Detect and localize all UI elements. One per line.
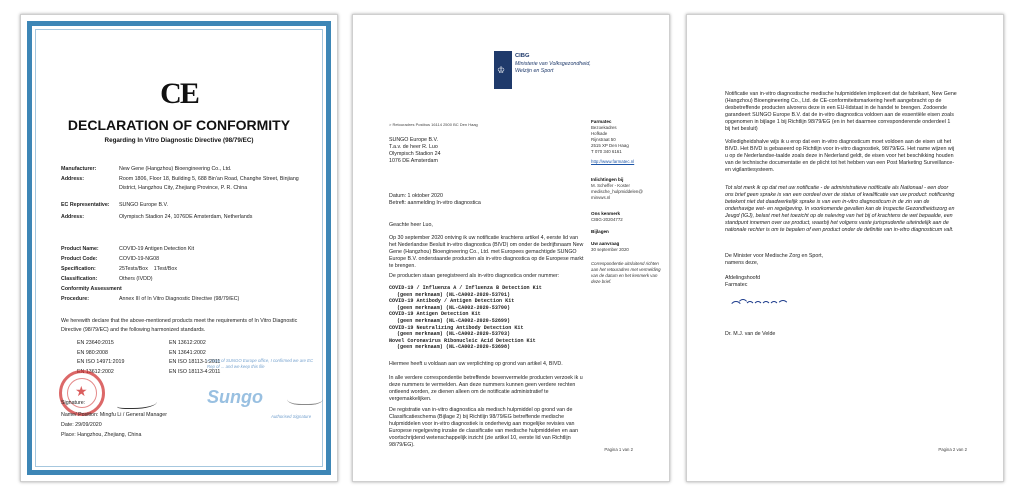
letter-paragraph: Volledigheidshalve wijs ik u erop dat een in-vitro diagnosticum moet voldoen aan de eisen uit het BIVD. Het BIVD is gebaseerd op Richtlijn voor in-vitro diagnostiek, 98/79/EG. Het name wijzen wij u op de Nederlandse-taalde zoals deze in Nederland geldt, de eisen voor het beschikking houden van de technische documentatie en de plicht tot het hebben van een Post Marketing Surveillance- en vigilantiesysteem. [725, 139, 955, 173]
address-label: Address: [61, 176, 84, 182]
product-name: COVID-19 / Influenza A / Influenza B Detection Kit [389, 285, 542, 291]
letter-paragraph: De producten staan geregistreerd als in-vitro diagnostica onder nummer: [389, 273, 560, 279]
ec-address-value: Olympisch Stadion 24, 1076DE Amsterdam, Netherlands [119, 214, 253, 220]
closing-line: De Minister voor Medische Zorg en Sport, [725, 253, 824, 259]
date-row [61, 421, 102, 429]
name-position-value: Mingfu Li / General Manager [99, 412, 168, 418]
signer-name: Dr. M.J. van de Velde [725, 331, 776, 337]
sidebar-bijlagen [591, 229, 661, 235]
classification-value: Others (IVDD) [119, 276, 153, 282]
name-position-row [61, 411, 167, 419]
conformity-row [61, 285, 313, 294]
standard-item: EN 13612:2002 [77, 368, 114, 375]
seal-star-icon: ★ [75, 383, 88, 399]
company-seal [59, 370, 105, 416]
sidebar-line: medische_hulpmiddelen@ [591, 189, 643, 194]
sidebar-line: M. Scheffer - Koster [591, 183, 630, 188]
government-logo [494, 51, 512, 89]
standard-item: EN 23640:2015 [77, 340, 114, 346]
standard-item: EN 13612:2002 [169, 340, 206, 346]
sidebar-line: 2515 XP Den Haag [591, 143, 629, 148]
sidebar-line: Bezoekadres [591, 125, 617, 130]
address-row [61, 175, 313, 192]
procedure-value: Annex III of In Vitro Diagnostic Directive (98/79/EC) [119, 296, 240, 302]
sidebar-title: Farmatec [591, 119, 612, 124]
classification-row [61, 275, 313, 284]
sidebar-title: Ons kenmerk [591, 211, 621, 216]
product-code-label: Product Code: [61, 256, 98, 262]
manufacturer-row [61, 165, 313, 174]
certificate-title: DECLARATION OF CONFORMITY [67, 117, 291, 133]
sidebar-note [591, 261, 661, 285]
salutation: Geachte heer Luo, [389, 222, 433, 228]
product-registration-list [389, 285, 585, 351]
product-name-value: COVID-19 Antigen Detection Kit [119, 246, 195, 252]
place-value: Hangzhou, Zhejiang, China [77, 432, 142, 438]
department-block [725, 275, 957, 289]
product-name-label: Product Name: [61, 246, 99, 252]
sidebar-farmatec [591, 119, 661, 165]
ec-address-label: Address: [61, 214, 84, 220]
procedure-label: Procedure: [61, 296, 89, 302]
specification-value: 25Tests/Box 1Test/Box [119, 266, 177, 272]
sidebar-line: 30 september 2020 [591, 247, 629, 252]
ec-rep-value: SUNGO Europe B.V. [119, 202, 168, 208]
organization-name: CIBG [515, 53, 530, 59]
standard-item: EN ISO 14971:2019 [77, 359, 125, 365]
letter-paragraph: In alle verdere correspondentie betreffende bovenvermelde producten verzoek ik u deze nummers te vermelden. Aan deze nummers kunnen geen verdere rechten ontleend worden, ze dienen alleen om de notificatie administratief te vergemakkelijken. [389, 375, 583, 402]
sidebar-line: Rijnstraat 50 [591, 137, 616, 142]
ec-address-row [61, 213, 313, 222]
letter-paragraph: De registratie van in-vitro diagnostica als medisch hulpmiddel op grond van de Classificatieschema (Bijlage 2) bij Richtlijn 98/79/EG betreffende medische hulpmiddelen voor in-vitro diagnostiek is onderhevig aan mogelijke revisies van Europese regelgeving inzake de classificatie van medische hulpmiddelen en aan voortschrijdend wetenschappelijk inzicht (zie artikel 10, eerste lid van Richtlijn 98/79/EG). [389, 407, 579, 448]
page-number: Pagina 2 van 2 [938, 447, 967, 452]
recipient-line: Olympisch Stadion 24 [389, 151, 441, 157]
sidebar-title: Inlichtingen bij [591, 177, 624, 182]
recipient-block [389, 137, 441, 165]
address-value: Room 1806, Floor 18, Building 5, 688 Bin'an Road, Changhe Street, Binjiang District, Hangzhou City, Zhejiang Province, P. R. China [119, 176, 299, 191]
manufacturer-label: Manufacturer: [61, 166, 97, 172]
sidebar-line: Hofkade [591, 131, 608, 136]
product-number: (geen merknaam) (NL-CA002-2020-53701) [397, 291, 511, 298]
sungo-stamp-note: A copy of SUNGO Europe office, I confirmed we are EC Rep of ... and we keep this file [207, 358, 314, 369]
product-number: (geen merknaam) (NL-CA002-2020-53703) [397, 331, 511, 338]
sidebar-inlichtingen [591, 177, 661, 201]
letter-paragraph: Hiermee heeft u voldaan aan uw verplichting op grond van artikel 4, BIVD. [389, 361, 563, 367]
product-name: COVID-19 Antigen Detection Kit [389, 311, 481, 318]
letter-page-2 [686, 14, 1004, 482]
product-name-row [61, 245, 313, 254]
signature-row [61, 399, 85, 407]
sidebar-line: Correspondentie uitsluitend richten aan het retouradres met vermelding van de datum en het kenmerk van deze brief. [591, 261, 661, 284]
date-label: Date: [61, 422, 74, 428]
letter-date: Datum: 1 oktober 2020 [389, 193, 443, 199]
ministry-name: Ministerie van Volksgezondheid, Welzijn en Sport [515, 61, 591, 74]
crest-icon: ♔ [497, 65, 506, 75]
procedure-row [61, 295, 313, 304]
specification-label: Specification: [61, 266, 96, 272]
ec-rep-row [61, 201, 313, 210]
letter-date-block [389, 193, 481, 207]
standard-item: EN 980:2008 [77, 349, 108, 356]
standard-item: EN ISO 18113-4:2011 [169, 368, 221, 375]
closing-block [725, 253, 957, 267]
ec-rep-label: EC Representative: [61, 202, 110, 208]
standard-item: EN 13641:2002 [169, 349, 206, 356]
letter-page-1 [352, 14, 670, 482]
specification-row [61, 265, 313, 274]
sidebar-line: minvws.nl [591, 195, 611, 200]
product-code-value: COVID-19-NG08 [119, 256, 160, 262]
sidebar-line: T 070 340 6161 [591, 149, 622, 154]
product-name: COVID-19 Neutralizing Antibody Detection Kit [389, 324, 524, 331]
letter-subject: Betreft: aanmelding In-vitro diagnostica [389, 200, 481, 206]
certificate-subtitle: Regarding In Vitro Diagnostic Directive (98/79/EC) [104, 137, 254, 144]
letter-paragraph: Op 30 september 2020 ontving ik uw notificatie krachtens artikel 4, eerste lid van het Nederlandse Besluit in-vitro diagnostica (BIVD) om onder de bedrijfsnaam New Gene (Hangzhou) Bioengineering Co., Ltd. met Europees gemachtigde SUNGO Europe B.V. onderstaande producten als in-vitro diagnostica op de Europese markt te brengen. [389, 235, 584, 269]
manufacturer-value: New Gene (Hangzhou) Bioengineering Co., Ltd. [119, 166, 232, 172]
signature-label: Signature: [61, 400, 86, 406]
standard-item: EN ISO 18113-1:2011 [169, 359, 221, 365]
place-label: Place: [61, 432, 76, 438]
name-position-label: Name/ Position: [61, 412, 99, 418]
declaration-text: We herewith declare that the above-mentioned products meet the requirements of In Vitro Diagnostic Directive (98/79/EC) and the following harmonized standards. [61, 318, 298, 333]
letter-paragraph: Notificatie van in-vitro diagnostische medische hulpmiddelen impliceert dat de fabrikant, New Gene (Hangzhou) Bioengineering Co., Ltd. de CE-conformiteitsmarkering heeft aangebracht op de desbetreffende producten alvorens deze in een EU-lidstaat in de handel te brengen. Zodoende garandeert SUNGO Europe B.V. dat de in-vitro diagnostica voldoen aan de essentiële eisen zoals opgenomen in bijlage 1 bij Richtlijn 98/79/EG (en in het daarmee corresponderende onderdeel 1 bij het besluit) [725, 91, 957, 132]
recipient-line: SUNGO Europe B.V. [389, 137, 438, 143]
product-name: Novel Coronavirus Ribonucleic Acid Detection Kit [389, 337, 536, 344]
sidebar-line: CIBG-20204772 [591, 217, 623, 222]
farmatec-link[interactable]: http://www.farmatec.nl [591, 159, 635, 164]
sungo-stamp-logo: Sungo [207, 387, 263, 407]
product-code-row [61, 255, 313, 264]
classification-label: Classification: [61, 276, 98, 282]
date-value: 29/09/2020 [75, 422, 102, 428]
product-number: (geen merknaam) (NL-CA002-2020-52699) [397, 317, 511, 324]
product-number: (geen merknaam) (NL-CA002-2020-53698) [397, 344, 511, 351]
page-number: Pagina 1 van 2 [604, 447, 633, 452]
product-number: (geen merknaam) (NL-CA002-2020-53700) [397, 304, 511, 311]
department-line: Afdelingshoofd [725, 275, 761, 281]
sungo-signature [287, 391, 323, 405]
recipient-line: T.a.v. de heer R. Luo [389, 144, 438, 150]
place-row [61, 431, 141, 439]
ce-mark: CE [160, 77, 198, 110]
letter-paragraph-italic: Tot slot merk ik op dat met uw notificatie - de administratieve notificatie als Nationaal - een door ons brief geen sprake is van een oordeel over de status of kwalificatie van uw product: notificering betekent niet dat daadwerkelijk sprake is van een in-vitro diagnosticum in de zin van de onderhavige wet- en regelgeving. In voorkomende gevallen kan de Inspectie Gezondheidszorg en Jeugd (IGJ), belast met het toezicht op de naleving van het bij of krachtens de wet bepaalde, een standpunt innemen over uw product, waarbij het volgens vaste jurisprudentie uiteindelijk aan de nationale rechter is om te bepalen of een product onder de definitie van in-vitro diagnosticum valt. [725, 185, 955, 233]
return-address: > Retouradres Postbus 16114 2500 BC Den Haag [389, 122, 478, 127]
product-name: COVID-19 Antibody / Antigen Detection Kit [389, 298, 515, 305]
sungo-stamp-caption: Authorised Signature [271, 414, 312, 419]
sidebar-uw-aanvraag [591, 241, 661, 253]
sidebar-title: Bijlagen [591, 229, 609, 234]
sidebar-title: Uw aanvraag [591, 241, 620, 246]
recipient-line: 1076 DE Amsterdam [389, 158, 438, 164]
sidebar-kenmerk [591, 211, 661, 223]
closing-line: namens deze, [725, 260, 759, 266]
conformity-label: Conformity Assessment [61, 286, 122, 292]
official-signature [729, 295, 791, 321]
department-line: Farmatec [725, 282, 748, 288]
certificate-page [20, 14, 338, 482]
